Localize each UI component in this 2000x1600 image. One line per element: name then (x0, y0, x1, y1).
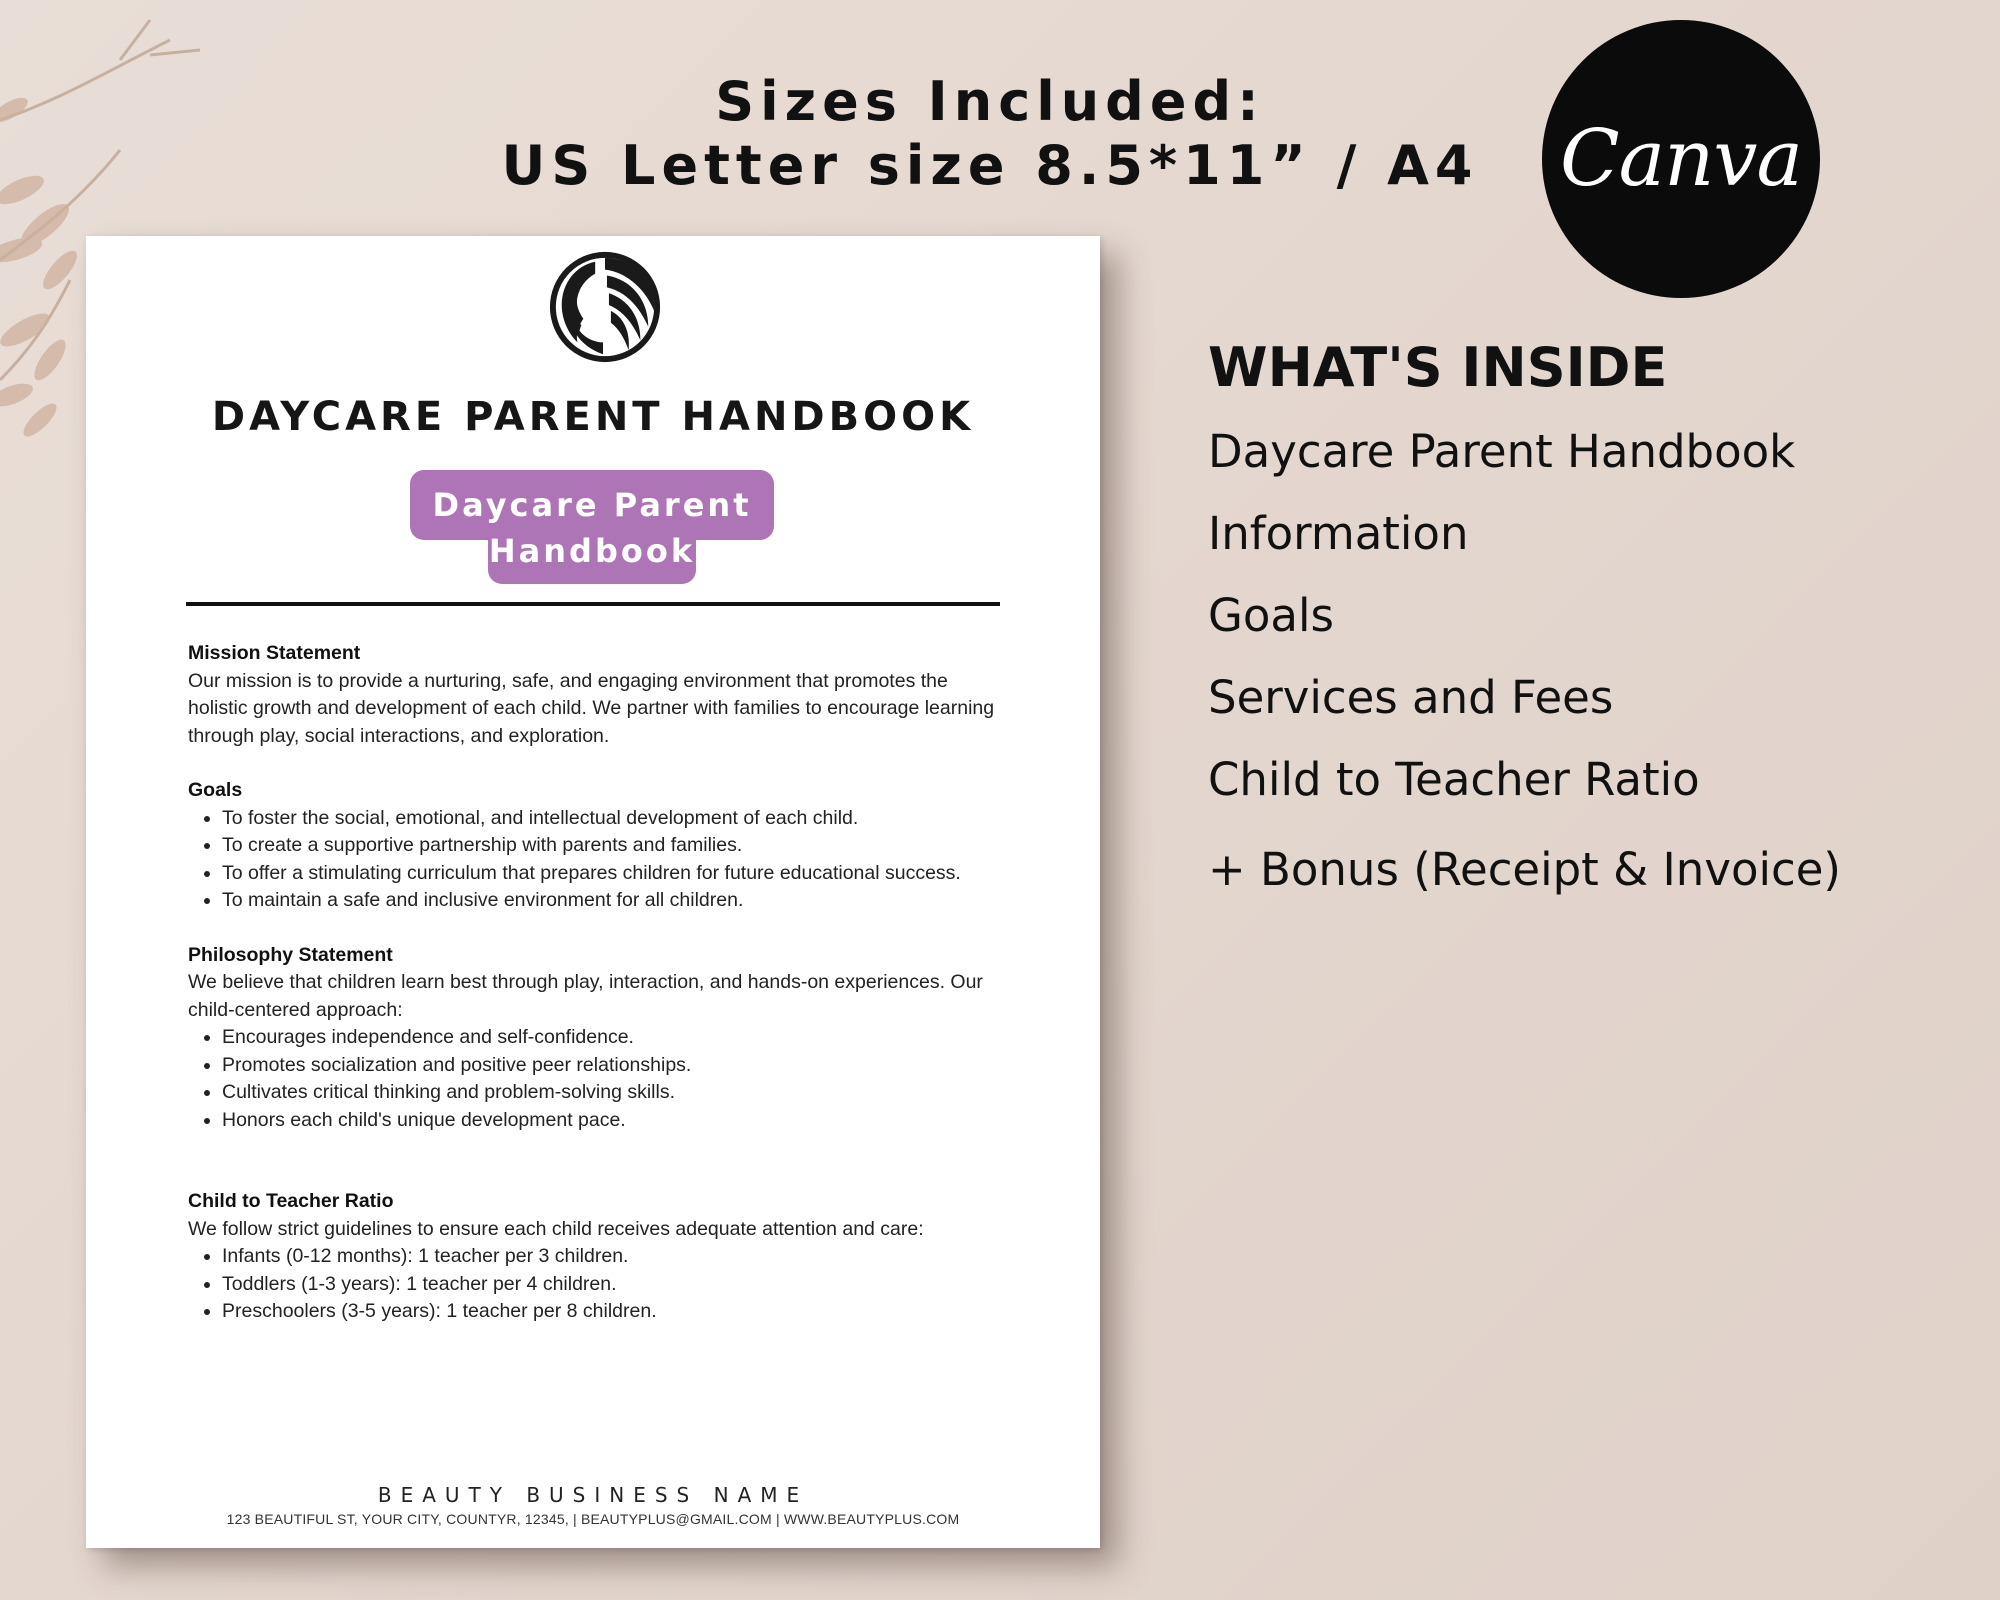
goals-list-item: • To create a supportive partnership with parents and families. (222, 832, 998, 860)
ratio-list-item: • Toddlers (1-3 years): 1 teacher per 4 children. (222, 1271, 998, 1299)
mission-text: Our mission is to provide a nurturing, safe, and engaging environment that promotes the holistic growth and development of each child. We partner with families to encourage learning through play, social interactions, and exploration. (188, 669, 995, 747)
title-pill-line1: Daycare Parent (432, 486, 752, 524)
whats-inside-item: Services and Fees (1208, 671, 1614, 724)
goals-list-item: • To foster the social, emotional, and intellectual development of each child. (222, 805, 998, 833)
ratio-title: Child to Teacher Ratio (188, 1190, 394, 1212)
philosophy-text: We believe that children learn best through play, interaction, and hands-on experiences. Our child-centered approach: (188, 971, 983, 1021)
whats-inside-panel (1208, 336, 1968, 898)
title-pill (410, 482, 774, 574)
ratio-list-item: • Preschoolers (3-5 years): 1 teacher per 8 children. (222, 1298, 998, 1326)
sizes-header-line2: US Letter size 8.5*11” / A4 (501, 134, 1479, 197)
philosophy-list-item: • Cultivates critical thinking and problem-solving skills. (222, 1079, 998, 1107)
canva-logo-text: Canva (1560, 114, 1802, 204)
philosophy-list-item: • Promotes socialization and positive peer relationships. (222, 1052, 998, 1080)
document-content (188, 640, 998, 1326)
whats-inside-heading: WHAT'S INSIDE (1208, 336, 1668, 399)
philosophy-list-item: • Encourages independence and self-confidence. (222, 1024, 998, 1052)
whats-inside-item: Information (1208, 507, 1469, 560)
whats-inside-item: Child to Teacher Ratio (1208, 753, 1700, 806)
footer-business-name: BEAUTY BUSINESS NAME (377, 1483, 809, 1507)
ratio-list (188, 1243, 998, 1326)
canva-badge (1542, 20, 1820, 298)
ratio-list-item: • Infants (0-12 months): 1 teacher per 3 children. (222, 1243, 998, 1271)
mission-title: Mission Statement (188, 642, 361, 664)
divider-rule (186, 602, 1000, 606)
philosophy-list-item: • Honors each child's unique development pace. (222, 1107, 998, 1135)
whats-inside-item: Daycare Parent Handbook (1208, 425, 1796, 478)
goals-list-item: • To maintain a safe and inclusive environment for all children. (222, 887, 998, 915)
goals-list-item: • To offer a stimulating curriculum that prepares children for future educational success. (222, 860, 998, 888)
whats-inside-item: Goals (1208, 589, 1334, 642)
title-pill-line2: Handbook (488, 532, 696, 570)
woman-profile-icon (546, 248, 664, 366)
sizes-header-line1: Sizes Included: (715, 70, 1265, 133)
philosophy-list (188, 1024, 998, 1134)
philosophy-title: Philosophy Statement (188, 943, 393, 966)
document-page (86, 236, 1100, 1548)
ratio-text: We follow strict guidelines to ensure each child receives adequate attention and care: (188, 1217, 924, 1240)
whats-inside-bonus: + Bonus (Receipt & Invoice) (1208, 843, 1841, 896)
goals-title: Goals (188, 779, 243, 801)
goals-list (188, 805, 998, 915)
sizes-header (500, 70, 1480, 198)
footer-address: 123 BEAUTIFUL ST, YOUR CITY, COUNTYR, 12345, | BEAUTYPLUS@GMAIL.COM | WWW.BEAUTYPLUS.COM (226, 1511, 960, 1527)
document-title: DAYCARE PARENT HANDBOOK (211, 394, 975, 440)
